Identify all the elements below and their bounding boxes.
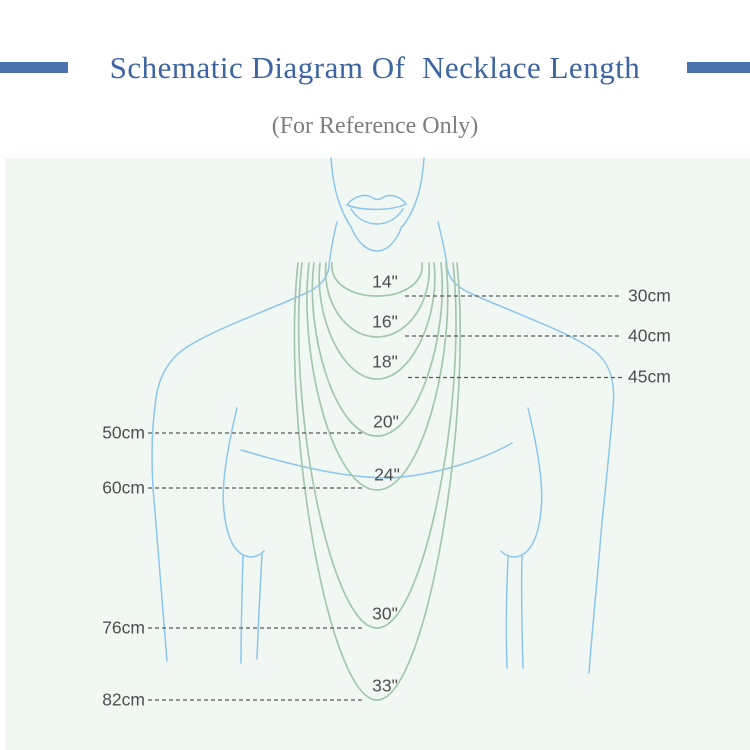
cm-label-30cm: 30cm bbox=[628, 285, 671, 306]
length-label-14in: 14" bbox=[372, 271, 398, 292]
length-label-18in: 18" bbox=[372, 351, 398, 372]
page-title: Schematic Diagram Of Necklace Length bbox=[109, 50, 641, 85]
jaw-right-line bbox=[403, 158, 424, 226]
cm-label-60cm: 60cm bbox=[102, 477, 145, 498]
chin-line bbox=[351, 226, 402, 251]
length-label-16in: 16" bbox=[372, 311, 398, 332]
length-label-20in: 20" bbox=[373, 411, 399, 432]
upper-lip-line bbox=[347, 196, 406, 205]
breast-right-line bbox=[501, 408, 542, 557]
length-label-24in: 24" bbox=[374, 464, 400, 485]
cm-label-82cm: 82cm bbox=[102, 689, 145, 710]
torso-right-line-1 bbox=[522, 556, 523, 668]
mouth-line bbox=[347, 204, 406, 209]
torso-right-line-2 bbox=[506, 557, 508, 668]
cm-label-40cm: 40cm bbox=[628, 325, 671, 346]
torso-left-line-2 bbox=[257, 554, 262, 659]
length-label-33in: 33" bbox=[372, 675, 398, 696]
torso-left-line-1 bbox=[241, 556, 243, 663]
cm-label-50cm: 50cm bbox=[102, 422, 145, 443]
cm-label-76cm: 76cm bbox=[102, 617, 145, 638]
neck-shoulder-arm-left-line bbox=[152, 222, 337, 661]
breast-left-line bbox=[223, 408, 264, 557]
neck-shoulder-arm-right-line bbox=[438, 222, 614, 673]
jaw-left-line bbox=[331, 158, 351, 227]
lower-lip-line bbox=[351, 209, 403, 224]
length-label-30in: 30" bbox=[372, 603, 398, 624]
cm-label-45cm: 45cm bbox=[628, 366, 671, 387]
page-subtitle: (For Reference Only) bbox=[271, 113, 479, 139]
